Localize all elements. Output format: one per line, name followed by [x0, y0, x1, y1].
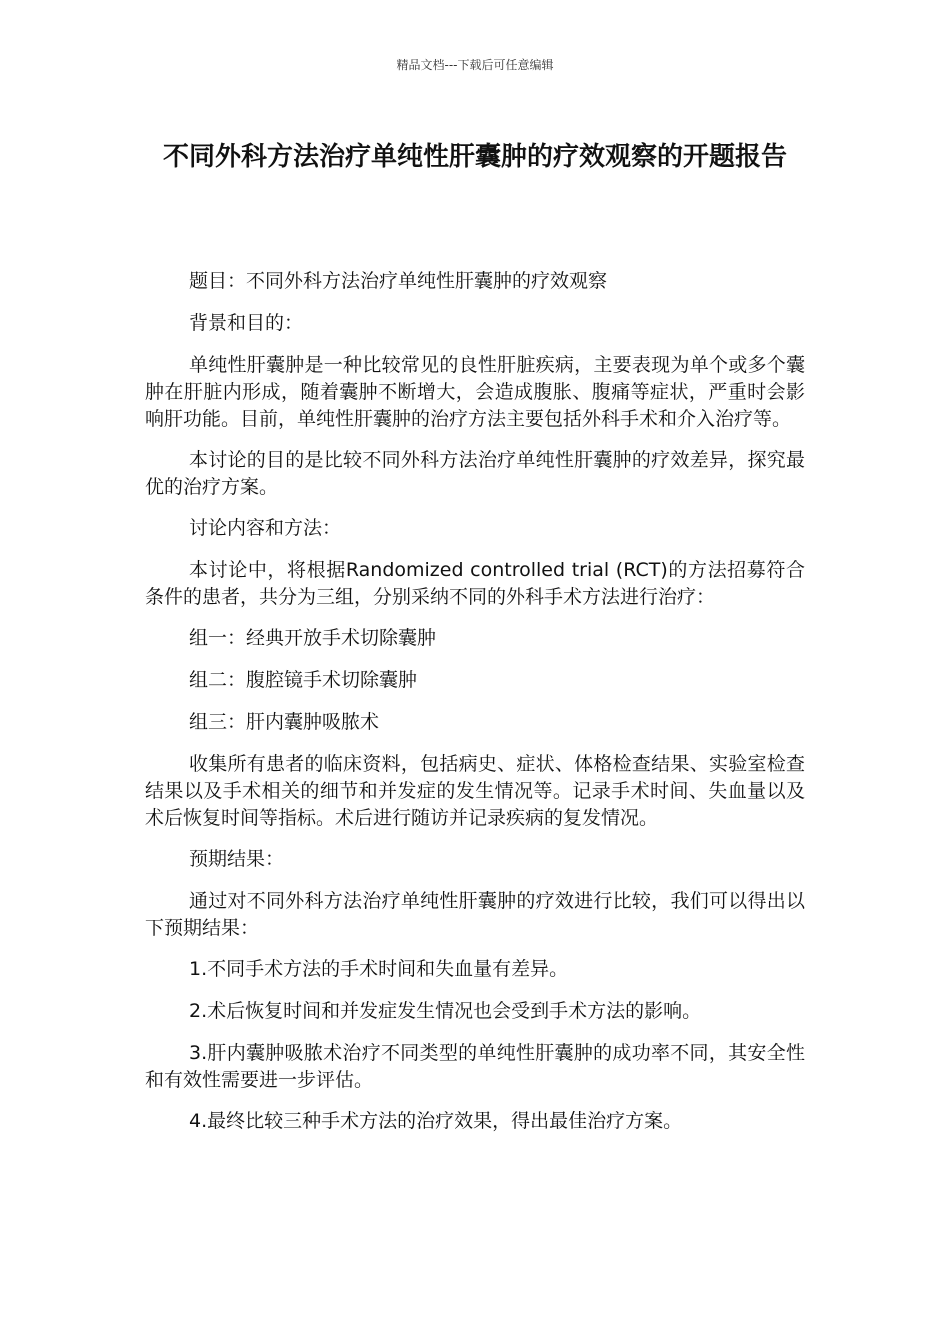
section-heading-methods: 讨论内容和方法：: [189, 517, 342, 539]
header-note: 精品文档---下载后可任意编辑: [396, 58, 554, 72]
section-heading-expected-results: 预期结果：: [189, 848, 285, 870]
group-three-item: 组三：肝内囊肿吸脓术: [189, 711, 380, 733]
paragraph-background: 单纯性肝囊肿是一种比较常见的良性肝脏疾病，主要表现为单个或多个囊肿在肝脏内形成，随着囊肿不断增大，会造成腹胀、腹痛等症状，严重时会影响肝功能。目前，单纯性肝囊肿的治疗方法主要包括外科手术和介入治疗等。: [145, 354, 805, 430]
section-heading-background: 背景和目的：: [189, 312, 304, 334]
topic-line: 题目：不同外科方法治疗单纯性肝囊肿的疗效观察: [189, 270, 608, 292]
document-title: 不同外科方法治疗单纯性肝囊肿的疗效观察的开题报告: [162, 142, 787, 172]
paragraph-methods: 本讨论中，将根据Randomized controlled trial (RCT)的方法招募符合条件的患者，共分为三组，分别采纳不同的外科手术方法进行治疗：: [145, 559, 805, 608]
paragraph-expected-intro: 通过对不同外科方法治疗单纯性肝囊肿的疗效进行比较，我们可以得出以下预期结果：: [145, 890, 805, 939]
group-two-item: 组二：腹腔镜手术切除囊肿: [189, 669, 418, 691]
expected-result-item: 2.术后恢复时间和并发症发生情况也会受到手术方法的影响。: [189, 1000, 702, 1022]
document-body: [145, 268, 805, 1150]
expected-result-item: 1.不同手术方法的手术时间和失血量有差异。: [189, 958, 569, 980]
paragraph-data-collection: 收集所有患者的临床资料，包括病史、症状、体格检查结果、实验室检查结果以及手术相关的细节和并发症的发生情况等。记录手术时间、失血量以及术后恢复时间等指标。术后进行随访并记录疾病的复发情况。: [145, 753, 805, 829]
expected-result-item: 4.最终比较三种手术方法的治疗效果，得出最佳治疗方案。: [189, 1110, 683, 1132]
group-one-item: 组一：经典开放手术切除囊肿: [189, 627, 437, 649]
expected-result-item: 3.肝内囊肿吸脓术治疗不同类型的单纯性肝囊肿的成功率不同，其安全性和有效性需要进一步评估。: [145, 1042, 805, 1091]
paragraph-purpose: 本讨论的目的是比较不同外科方法治疗单纯性肝囊肿的疗效差异，探究最优的治疗方案。: [145, 449, 805, 498]
